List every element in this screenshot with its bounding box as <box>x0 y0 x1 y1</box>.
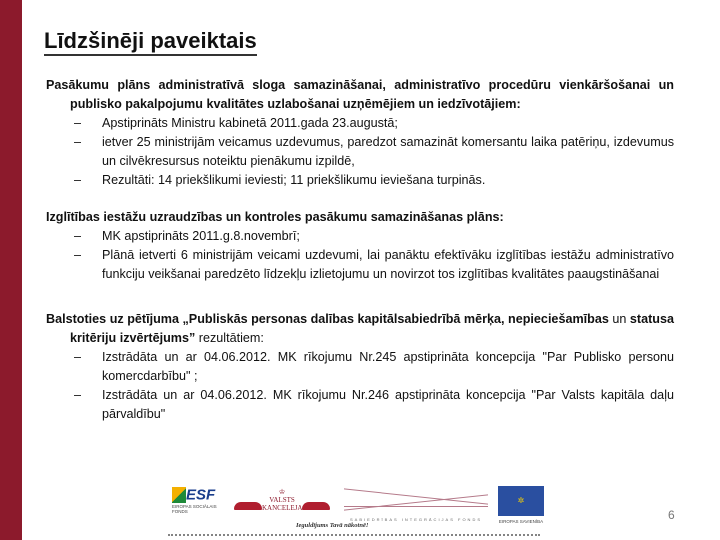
section-heading <box>46 76 674 114</box>
slide-title: Līdzšinēji paveiktais <box>44 28 257 56</box>
list-item: – Plānā ietverti 6 ministrijām veicami uzdevumi, lai panāktu efektīvāku izglītības iestāžu administratīvo funkciju veikšanai paredzēto līdzekļu izlietojumu un novirzot tos izglītības kvalitātes paaugstināšanai <box>102 246 674 284</box>
list-item: – Apstiprināts Ministru kabinetā 2011.gada 23.augustā; <box>102 114 674 133</box>
list-item: – MK apstiprināts 2011.g.8.novembrī; <box>102 227 674 246</box>
list-item: – Izstrādāta un ar 04.06.2012. MK rīkojumu Nr.245 apstiprināta koncepcija "Par Publisko personu komercdarbību" ; <box>102 348 674 386</box>
footer-logos <box>168 484 548 540</box>
bullet-list <box>46 114 674 190</box>
dotted-divider <box>168 534 540 536</box>
vk-logo-text: VALSTS KANCELEJA <box>262 496 303 512</box>
heading-text: statusa kritēriju izvērtējums” <box>70 312 674 345</box>
section-heading <box>46 310 674 348</box>
list-item: – Rezultāti: 14 priekšlikumi ieviesti; 11 priekšlikumu ieviešana turpinās. <box>102 171 674 190</box>
slide-side-band <box>0 0 22 540</box>
heading-text: Balstoties uz pētījuma „Publiskās personas dalības kapitālsabiedrībā mērķa, nepieciešamības <box>46 312 609 326</box>
esf-logo <box>172 486 222 514</box>
bullet-list <box>46 227 674 284</box>
slide-content <box>46 76 674 424</box>
slogan: Ieguldījums Tavā nākotnē! <box>296 522 369 529</box>
heading-text: Pasākumu plāns administratīvā sloga samazināšanai, administratīvo procedūru vienkāršošanai un publisko pakalpojumu kvalitātes uzlabošanai uzņēmējiem un iedzīvotājiem: <box>46 78 674 111</box>
valsts-kanceleja-logo: ♔ VALSTS KANCELEJA <box>234 488 330 512</box>
sif-logo-text: SABIEDRĪBAS INTEGRĀCIJAS FONDS <box>349 517 482 522</box>
esf-logo-text: ESF <box>186 486 216 504</box>
bullet-list <box>46 348 674 424</box>
eu-flag-icon: ✲ <box>498 486 544 516</box>
heading-text: rezultātiem: <box>195 331 264 345</box>
heading-text: Izglītības iestāžu uzraudzības un kontroles pasākumu samazināšanas plāns: <box>46 210 504 224</box>
list-item: – ietver 25 ministrijām veicamus uzdevumus, paredzot samazināt komersantu laika patēriņu, izdevumus un cilvēkresursus noteiktu pienākumu izpildē, <box>102 133 674 171</box>
esf-mark-icon <box>172 487 186 503</box>
eu-caption: EIROPAS SAVIENĪBA <box>498 519 544 524</box>
sif-logo <box>344 492 488 522</box>
list-item: – Izstrādāta un ar 04.06.2012. MK rīkojumu Nr.246 apstiprināta koncepcija "Par Valsts kapitāla daļu pārvaldību" <box>102 386 674 424</box>
section-heading <box>46 208 674 227</box>
esf-caption: EIROPAS SOCIĀLAIS FONDS <box>172 504 217 514</box>
page-number: 6 <box>668 508 675 522</box>
heading-text: un <box>608 312 630 326</box>
